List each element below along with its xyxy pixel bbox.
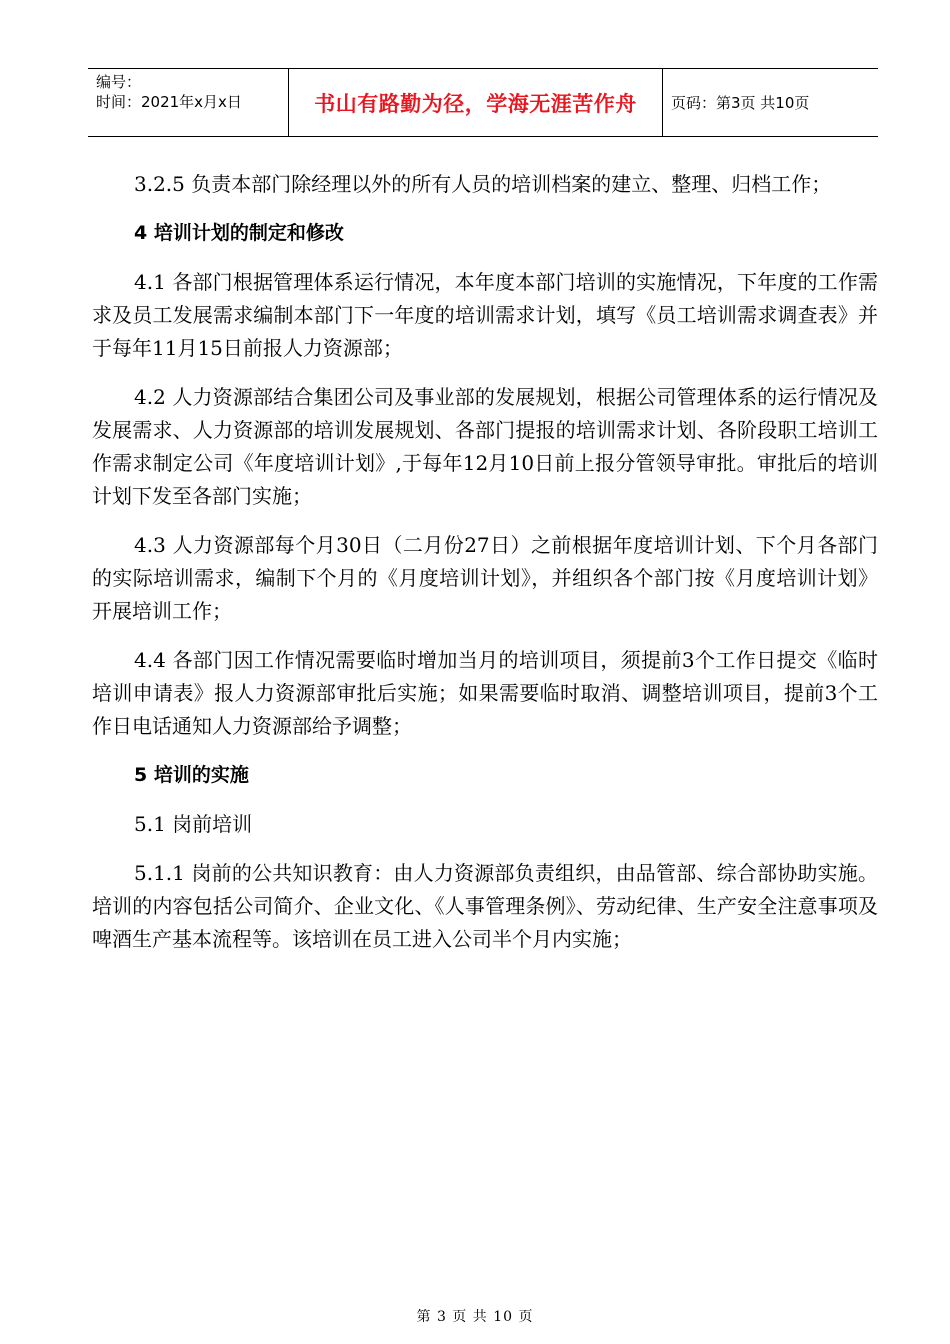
header-page-label: 页码：第3页 共10页 [671,94,810,112]
section-heading-4: 4 培训计划的制定和修改 [134,222,344,244]
paragraph-4-4: 4.4 各部门因工作情况需要临时增加当月的培训项目，须提前3个工作日提交《临时培训申请表》报人力资源部审批后实施；如果需要临时取消、调整培训项目，提前3个工作日电话通知人力资源部给予调整； [92,648,878,738]
header-page-cell [663,69,878,136]
header-motto: 书山有路勤为径，学海无涯苦作舟 [314,91,637,116]
subheading-5-1: 5.1 岗前培训 [134,812,253,836]
header-meta-cell [88,69,289,136]
paragraph-5-1-1: 5.1.1 岗前的公共知识教育：由人力资源部负责组织，由品管部、综合部协助实施。培训的内容包括公司简介、企业文化、《人事管理条例》、劳动纪律、生产安全注意事项及啤酒生产基本流程等。该培训在员工进入公司半个月内实施； [92,861,878,951]
document-number-label: 编号： [96,73,142,91]
document-body [92,168,878,972]
paragraph-4-3: 4.3 人力资源部每个月30日（二月份27日）之前根据年度培训计划、下个月各部门的实际培训需求，编制下个月的《月度培训计划》，并组织各个部门按《月度培训计划》开展培训工作； [92,533,878,623]
page-footer: 第 3 页 共 10 页 [416,1309,534,1325]
page-header [88,68,878,137]
paragraph-4-2: 4.2 人力资源部结合集团公司及事业部的发展规划，根据公司管理体系的运行情况及发展需求、人力资源部的培训发展规划、各部门提报的培训需求计划、各阶段职工培训工作需求制定公司《年度培训计划》,于每年12月10日前上报分管领导审批。审批后的培训计划下发至各部门实施； [92,385,878,508]
header-motto-cell [289,69,663,136]
document-time-label: 时间：2021年x月x日 [96,93,242,111]
paragraph-4-1: 4.1 各部门根据管理体系运行情况，本年度本部门培训的实施情况，下年度的工作需求及员工发展需求编制本部门下一年度的培训需求计划，填写《员工培训需求调查表》并于每年11月15日前报人力资源部； [92,270,878,360]
section-heading-5: 5 培训的实施 [134,764,249,786]
paragraph-3-2-5: 3.2.5 负责本部门除经理以外的所有人员的培训档案的建立、整理、归档工作； [134,172,832,196]
